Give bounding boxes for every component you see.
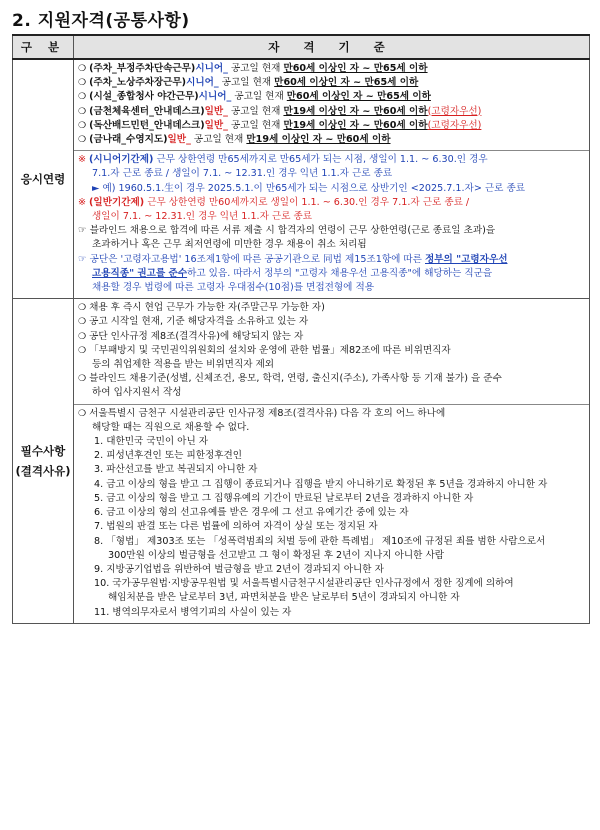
age-limit-row [78,105,585,119]
disq-item: 1. 대한민국 국민이 아닌 자 [94,436,209,448]
required-item-text: 채용 후 즉시 현업 근무가 가능한 자(주말근무 가능한 자) [89,302,325,314]
age-limit-row [78,62,585,76]
age-type-label: 일반_ [204,105,228,117]
age-job-name: (주차_부정주차단속근무) [89,63,196,74]
disq-intro-line1: ❍ 서울특별시 금천구 시설관리공단 인사규정 제8조(결격사유) 다음 각 호의 어느 하나에 [78,407,446,419]
required-item-cont: 하여 입사지원서 작성 [92,387,182,399]
age-notes [74,151,589,298]
age-category-cell [13,59,74,299]
age-type-label: 시니어_ [198,91,232,103]
bullet-icon: ❍ [78,303,87,314]
age-type-label: 일반_ [204,119,228,131]
required-category-label: 필수사항 [20,443,66,458]
bullet-icon: ❍ [78,331,87,342]
bullet-icon: ❍ [78,374,87,385]
disq-item: 9. 지방공기업법을 위반하여 벌금형을 받고 2년이 경과되지 아니한 자 [94,563,384,575]
bullet-icon: ❍ [78,345,87,356]
age-type-label: 시니어_ [186,77,219,89]
age-section-row [13,59,590,299]
header-criteria: 자 격 기 준 [74,35,590,59]
age-preference-badge: (고령자우선) [427,119,482,131]
disq-item: 10. 국가공무원법·지방공무원법 및 서울특별시금천구시설관리공단 인사규정에서 정한 징계에 의하여 [94,578,514,590]
required-section-row [13,299,590,623]
disq-item: 5. 금고 이상의 형을 받고 그 집행유예의 기간이 만료된 날로부터 2년을 경과하지 아니한 자 [94,492,474,504]
required-disqualification-list [74,405,589,623]
required-item [78,301,585,315]
age-limit-row [78,76,585,90]
age-limit-range: 만60세 이상인 자 ~ 만65세 이하 [283,63,428,74]
bullet-icon: ❍ [78,135,87,146]
bullet-icon: ❍ [78,92,87,103]
elder-note-line2: 고용직종" 권고를 준수하고 있음. 따라서 정부의 "고령자 채용우선 고용직종"에 해당하는 직군을 [92,267,493,279]
required-item-cont: 등의 취업제한 적용을 받는 비위면직자 제외 [92,359,275,371]
age-type-label: 시니어_ [195,63,228,74]
age-job-name: (금나래_수영지도) [89,134,168,146]
qualification-table [12,34,590,624]
bullet-icon: ❍ [78,64,87,74]
age-job-name: (금천체육센터_안내데스크) [89,105,205,117]
age-limit-range: 만19세 이상인 자 ~ 만60세 이하 [283,105,428,117]
age-category-label: 응시연령 [20,172,66,187]
age-limit-range: 만60세 이상인 자 ~ 만65세 이하 [274,77,419,89]
header-category: 구 분 [13,35,74,59]
disq-item-cont: 300만원 이상의 벌금형을 선고받고 그 형이 확정된 후 2년이 지나지 아니한 사람 [108,549,444,561]
age-type-label: 일반_ [167,134,191,146]
age-limit-range: 만19세 이상인 자 ~ 만60세 이하 [283,119,428,131]
required-item-text: 「부패방지 및 국민권익위원회의 설치와 운영에 관한 법률」제82조에 따른 비위면직자 [89,344,451,356]
elder-note-line3: 채용할 경우 법령에 따른 고령자 우대점수(10점)를 면접전형에 적용 [92,282,374,294]
disq-item: 2. 피성년후견인 또는 피한정후견인 [94,450,243,462]
required-category-cell [13,299,74,623]
age-text: 공고일 현재 [227,63,284,74]
required-criteria-cell [74,299,590,623]
disq-item: 11. 병역의무자로서 병역기피의 사실이 있는 자 [94,606,292,618]
age-limit-range: 만60세 이상인 자 ~ 만65세 이하 [286,91,431,103]
bullet-icon: ❍ [78,78,87,89]
general-note-line2: 생일이 7.1. ~ 12.31.인 경우 익년 1.1.자 근로 종료 [92,211,313,223]
blind-note-line2: 초과하거나 혹은 근무 최저연령에 미만한 경우 채용이 취소 처리됨 [92,239,367,251]
age-job-name: (독산배드민턴_안내데스크) [89,119,205,131]
age-preference-badge: (고령자우선) [427,105,482,117]
disq-item: 6. 금고 이상의 형의 선고유예를 받은 경우에 그 선고 유예기간 중에 있는 자 [94,507,409,519]
age-criteria-cell [74,59,590,299]
senior-note-example: ► 예) 1960.5.1.生이 경우 2025.5.1.이 만65세가 되는 시점으로 상반기인 <2025.7.1.자> 근로 종료 [92,182,526,194]
bullet-icon: ❍ [78,120,87,131]
age-text: 공고일 현재 [190,134,247,146]
elder-note-line1: ☞ 공단은 '고령자고용법' 16조제1항에 따른 공공기관으로 同법 제15조1항에 따른 정부의 "고령자우선 [78,253,508,265]
age-job-name: (시설_종합청사 야간근무) [89,91,199,103]
disq-item: 3. 파산선고를 받고 복권되지 아니한 자 [94,464,258,476]
required-general-list [74,299,589,404]
disq-item: 8. 「형법」 제303조 또는 「성폭력범죄의 처벌 등에 관한 특례법」 제10조에 규정된 죄를 범한 사람으로서 [94,535,546,547]
required-item-text: 공고 시작일 현재, 기준 해당자격을 소유하고 있는 자 [89,316,309,328]
age-limit-list [74,60,589,151]
disq-items [78,435,585,620]
age-text: 공고일 현재 [218,77,275,89]
age-limit-row [78,90,585,104]
blind-note-line1: ☞ 블라인드 채용으로 합격에 따른 서류 제출 시 합격자의 연령이 근무 상한연령(근로 종료일 초과)을 [78,225,496,237]
age-limit-row [78,133,585,147]
age-job-name: (주차_노상주차장근무) [89,77,187,89]
age-limit-row [78,119,585,133]
required-item [78,315,585,329]
required-item-text: 블라인드 채용기준(성별, 신체조건, 용모, 학력, 연령, 출신지(주소), 가족사항 등 기재 불가) 을 준수 [89,373,502,385]
disq-item: 4. 금고 이상의 형을 받고 그 집행이 종료되거나 집행을 받지 아니하기로 확정된 후 5년을 경과하지 아니한 자 [94,478,548,490]
required-item-text: 공단 인사규정 제8조(결격사유)에 해당되지 않는 자 [89,330,304,342]
section-title: 2. 지원자격(공통사항) [12,11,190,31]
required-item [78,344,585,358]
disq-intro-line2: 해당할 때는 직원으로 채용할 수 없다. [92,421,250,433]
age-limit-range: 만19세 이상인 자 ~ 만60세 이하 [246,134,391,146]
age-text: 공고일 현재 [231,91,287,103]
general-note-line1: ※ (일반기간제) 근무 상한연령 만60세까지로 생일이 1.1. ~ 6.30.인 경우 7.1.자 근로 종료 / [78,196,470,208]
bullet-icon: ❍ [78,317,87,328]
required-item [78,330,585,344]
required-category-sublabel: (결격사유) [15,463,71,478]
disq-item-cont: 해임처분을 받은 날로부터 3년, 파면처분을 받은 날로부터 5년이 경과되지 아니한 자 [108,592,460,604]
senior-note-line1: ※ (시니어기간제) 근무 상한연령 만65세까지로 만65세가 되는 시점, 생일이 1.1. ~ 6.30.인 경우 [78,154,488,166]
required-item [78,372,585,386]
age-text: 공고일 현재 [227,105,284,117]
bullet-icon: ❍ [78,106,87,117]
disq-item: 7. 법원의 판결 또는 다른 법률에 의하여 자격이 상실 또는 정지된 자 [94,521,378,533]
age-text: 공고일 현재 [227,119,284,131]
senior-note-line2: 7.1.자 근로 종료 / 생일이 7.1. ~ 12.31.인 경우 익년 1.1.자 근로 종료 [92,168,393,180]
